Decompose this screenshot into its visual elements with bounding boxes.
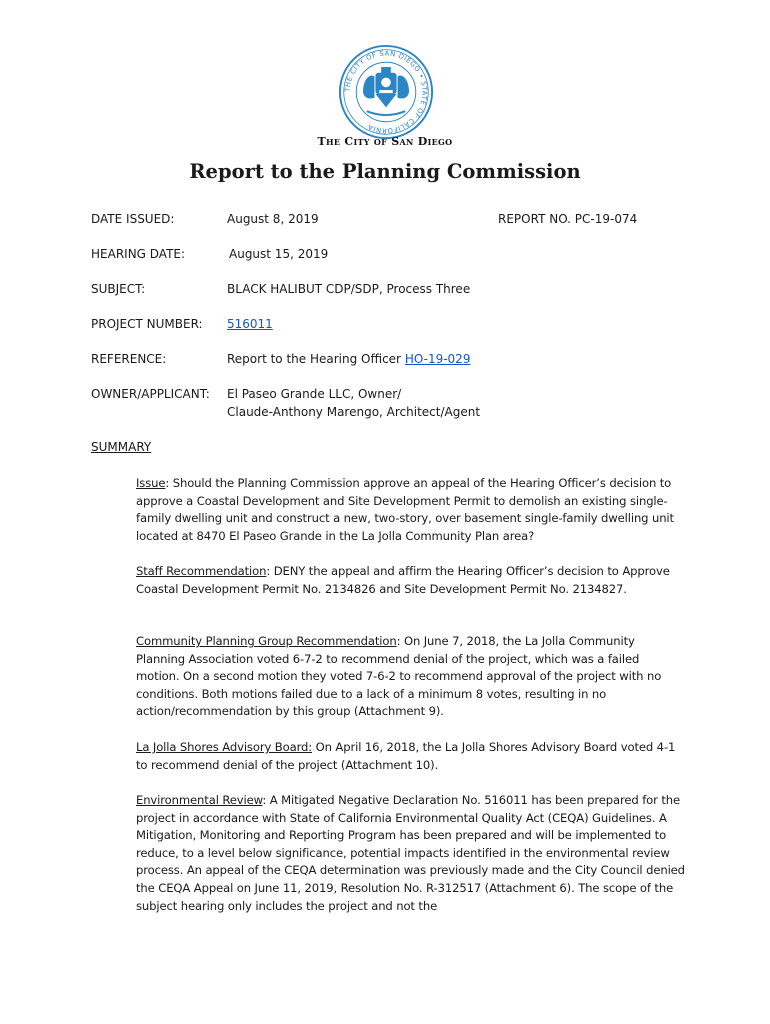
date-issued-label: DATE ISSUED:: [91, 212, 175, 226]
reference-prefix: Report to the Hearing Officer: [227, 352, 405, 366]
environmental-review-text: : A Mitigated Negative Declaration No. 516011 has been prepared for the project in accordance with State of California Environmental Quality Act (CEQA) Guidelines. A Mitigation, Monitoring and Reporting Program has been prepared and will be implemented to reduce, to a level below significance, potential impacts identified in the environmental review process. An appeal of the CEQA determination was previously made and the City Council denied the CEQA Appeal on June 11, 2019, Resolution No. R-312517 (Attachment 6). The scope of the subject hearing only includes the project and not the: [136, 793, 685, 913]
project-number-link[interactable]: 516011: [227, 317, 273, 331]
city-name: The City of San Diego: [317, 135, 453, 148]
hearing-date-label: HEARING DATE:: [91, 247, 186, 261]
reference-link[interactable]: HO-19-029: [404, 352, 471, 366]
subject-value: BLACK HALIBUT CDP/SDP, Process Three: [227, 282, 471, 296]
hearing-date-value: August 15, 2019: [229, 247, 329, 261]
report-title: Report to the Planning Commission: [189, 160, 581, 183]
project-number-label: PROJECT NUMBER:: [91, 317, 203, 331]
reference-label: REFERENCE:: [91, 352, 167, 366]
environmental-review-heading: Environmental Review: [136, 793, 263, 807]
reference-value: [227, 351, 470, 369]
shores-advisory-paragraph: [136, 739, 686, 774]
issue-paragraph: [136, 475, 686, 545]
subject-label: SUBJECT:: [91, 282, 146, 296]
environmental-review-paragraph: [136, 792, 686, 915]
project-number-field: [227, 316, 273, 334]
staff-recommendation-paragraph: [136, 563, 686, 598]
staff-recommendation-heading: Staff Recommendation: [136, 564, 267, 578]
date-issued-value: August 8, 2019: [227, 212, 319, 226]
staff-recommendation-text: : DENY the appeal and affirm the Hearing Officer’s decision to Approve Coastal Development Permit No. 2134826 and Site Development Permit No. 2134827.: [136, 564, 670, 596]
report-number: REPORT NO. PC-19-074: [498, 212, 638, 226]
svg-text:THE CITY OF SAN DIEGO • STATE: THE CITY OF SAN DIEGO • STATE OF CALIFORNIA: [343, 49, 429, 135]
owner-line-1: El Paseo Grande LLC, Owner/: [227, 387, 402, 401]
community-planning-paragraph: [136, 633, 686, 721]
issue-heading: Issue: [136, 476, 166, 490]
city-seal-icon: [338, 44, 434, 140]
owner-line-2: Claude-Anthony Marengo, Architect/Agent: [227, 405, 481, 419]
shores-advisory-heading: La Jolla Shores Advisory Board:: [136, 740, 313, 754]
community-planning-text: : On June 7, 2018, the La Jolla Community Planning Association voted 6-7-2 to recommend denial of the project, which was a failed motion. On a second motion they voted 7-6-2 to recommend approval of the project with no conditions. Both motions failed due to a lack of a minimum 8 votes, resulting in no action/recommendation by this group (Attachment 9).: [136, 634, 662, 719]
shores-advisory-text: On April 16, 2018, the La Jolla Shores Advisory Board voted 4-1 to recommend denial of the project (Attachment 10).: [136, 740, 676, 772]
owner-applicant-label: OWNER/APPLICANT:: [91, 387, 210, 401]
issue-text: : Should the Planning Commission approve an appeal of the Hearing Officer’s decision to approve a Coastal Development and Site Development Permit to demolish an existing single-family dwelling unit and construct a new, two-story, over basement single-family dwelling unit located at 8470 El Paseo Grande in the La Jolla Community Plan area?: [136, 476, 674, 543]
summary-heading: SUMMARY: [91, 440, 152, 454]
community-planning-heading: Community Planning Group Recommendation: [136, 634, 397, 648]
